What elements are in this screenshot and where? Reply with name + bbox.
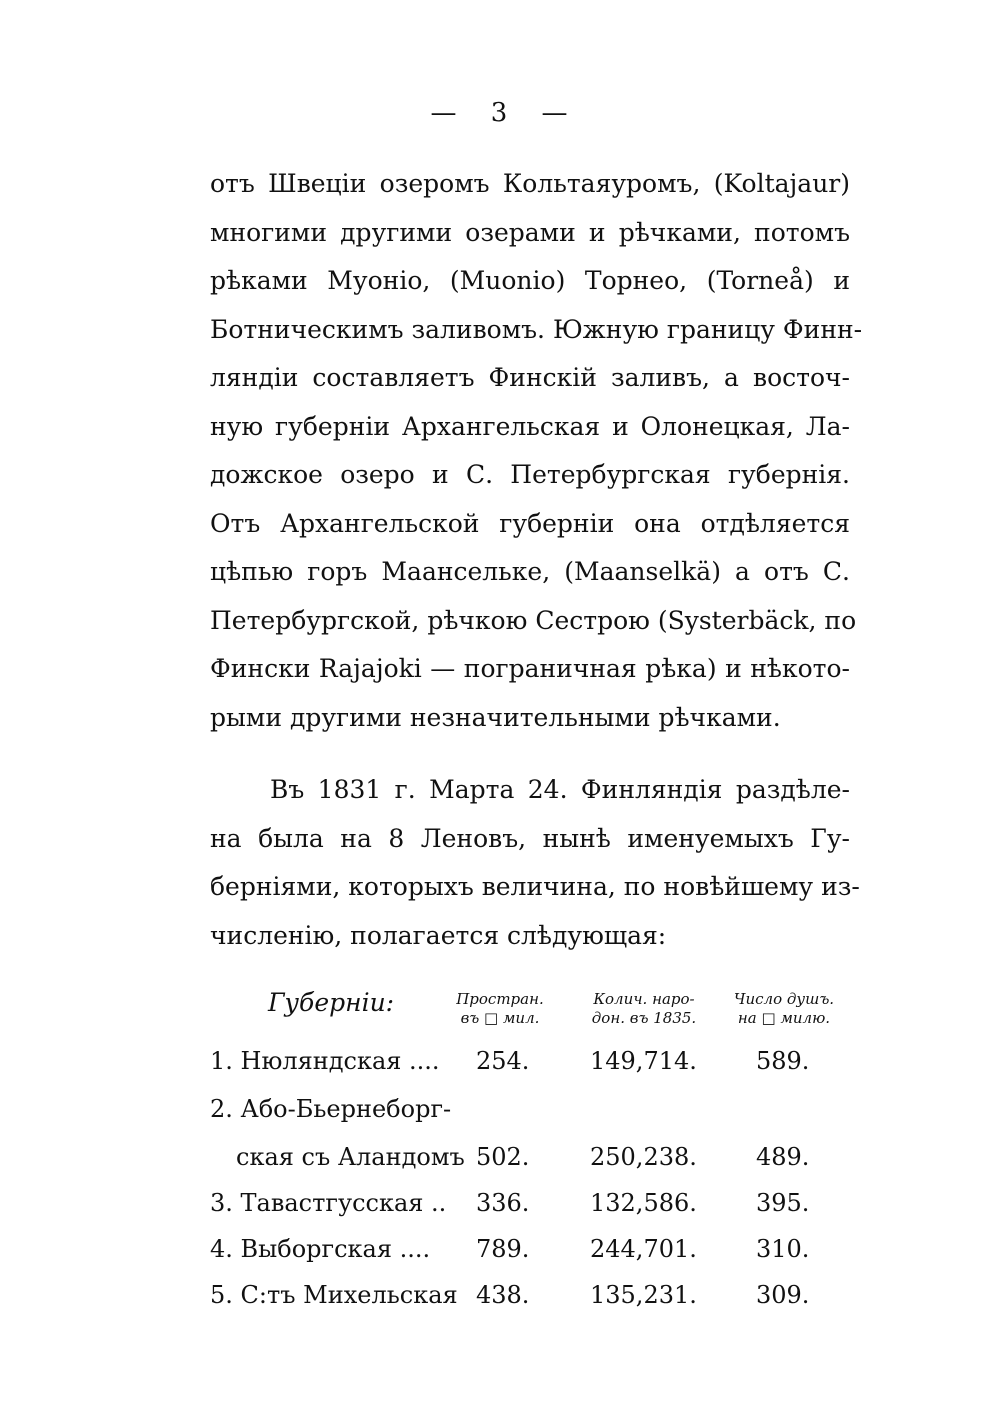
row-governorate: 5. С:тъ Михельская — [210, 1281, 458, 1309]
text-line: цѣпью горъ Маансельке, (Maanselkä) а отъ С. — [210, 557, 850, 586]
text-line: многими другими озерами и рѣчками, потомъ — [210, 217, 850, 247]
row-governorate: 2. Або-Бьернеборг- — [210, 1095, 452, 1123]
row-population: 250,238. — [590, 1143, 697, 1171]
header-dash-right: — — [541, 98, 570, 128]
row-governorate: 4. Выборгская .... — [210, 1235, 431, 1263]
row-density: 310. — [756, 1235, 810, 1263]
text-line: рѣками Муонiо, (Muonio) Торнео, (Tornеå) и — [210, 266, 850, 295]
text-line: Фински Rajajoki — пограничная рѣка) и нѣкото- — [210, 654, 850, 683]
header-dash-left: — — [430, 98, 459, 128]
row-population: 135,231. — [590, 1281, 697, 1309]
text-line: Въ 1831 г. Марта 24. Финляндiя раздѣле- — [270, 775, 850, 804]
table-row — [0, 1272, 1000, 1318]
row-density: 489. — [756, 1143, 810, 1171]
row-density: 589. — [756, 1047, 810, 1075]
text-line: Петербургской, рѣчкою Сестрою (Systerbäck, по — [210, 605, 857, 635]
text-line: ляндiи составляетъ Финскiй заливъ, а восточ- — [210, 363, 850, 392]
text-line: Ботническимъ заливомъ. Южную границу Финн- — [210, 314, 863, 344]
row-population: 244,701. — [590, 1235, 697, 1263]
text-line: Отъ Архангельской губернiи она отдѣляется — [210, 508, 850, 538]
row-density: 309. — [756, 1281, 810, 1309]
table-row — [0, 1180, 1000, 1226]
table-row — [0, 1086, 1000, 1132]
text-line: рыми другими незначительными рѣчками. — [210, 702, 781, 732]
row-governorate: 3. Тавастгусская .. — [210, 1189, 447, 1217]
header-governorates: Губернiи: — [268, 988, 395, 1017]
header-area — [440, 990, 560, 1028]
paragraph-division — [210, 766, 860, 960]
row-population: 132,586. — [590, 1189, 697, 1217]
header-area-line2: въ □ мил. — [460, 1009, 540, 1027]
row-area: 336. — [476, 1189, 530, 1217]
text-line: дожское озеро и С. Петербургская губернiя. — [210, 460, 850, 489]
header-density — [718, 990, 850, 1028]
text-line: бернiями, которыхъ величина, по новѣйшему из- — [210, 872, 860, 901]
table-row — [0, 1134, 1000, 1180]
header-population-line2: дон. въ 1835. — [591, 1009, 697, 1027]
row-density: 395. — [756, 1189, 810, 1217]
row-area: 789. — [476, 1235, 530, 1263]
page-number-header — [0, 98, 1000, 128]
row-area: 438. — [476, 1281, 530, 1309]
text-line: численiю, полагается слѣдующая: — [210, 920, 667, 950]
page-number: 3 — [490, 98, 510, 128]
table-row — [0, 1038, 1000, 1084]
header-population — [574, 990, 714, 1028]
text-line: на была на 8 Леновъ, нынѣ именуемыхъ Гу- — [210, 823, 850, 853]
text-line: ную губернiи Архангельская и Олонецкая, Ла- — [210, 411, 850, 441]
header-density-line1: Число душъ. — [733, 990, 835, 1008]
row-population: 149,714. — [590, 1047, 697, 1075]
header-population-line1: Колич. наро- — [593, 990, 695, 1008]
row-governorate: ская съ Аландомъ — [236, 1143, 465, 1171]
paragraph-boundaries — [210, 160, 863, 742]
row-area: 254. — [476, 1047, 530, 1075]
header-area-line1: Простран. — [456, 990, 544, 1008]
table-row — [0, 1226, 1000, 1272]
text-line: отъ Швецiи озеромъ Кольтаяуромъ, (Koltajaur) — [210, 169, 850, 198]
row-area: 502. — [476, 1143, 530, 1171]
row-governorate: 1. Нюляндская .... — [210, 1047, 440, 1075]
header-density-line2: на □ милю. — [737, 1009, 831, 1027]
